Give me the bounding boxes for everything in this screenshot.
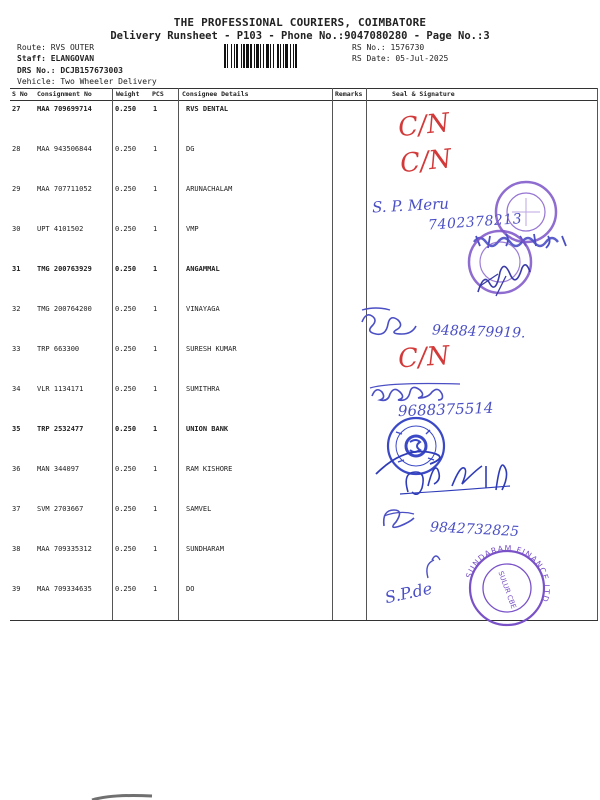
handwritten-signature: S.P.de	[383, 578, 434, 608]
column-header-seal: Seal & Signature	[392, 90, 455, 98]
row-consignment-no: MAN 344097	[37, 465, 80, 473]
seal-outer-text: SUNDARAM FINANCE LTD.	[464, 543, 552, 608]
row-weight: 0.250	[115, 185, 137, 193]
row-weight: 0.250	[115, 425, 137, 433]
row-consignment-no: SVM 2703667	[37, 505, 84, 513]
row-consignee: ANGAMMAL	[186, 265, 220, 273]
row-consignee: VINAYAGA	[186, 305, 220, 313]
column-header-sno: S No	[12, 90, 28, 98]
row-consignee: SUNDHARAM	[186, 545, 224, 553]
row-consignee: RVS DENTAL	[186, 105, 229, 113]
row-consignee: DO	[186, 585, 195, 593]
row-consignee: SURESH KUMAR	[186, 345, 237, 353]
row-sno: 35	[12, 425, 21, 433]
row-pcs: 1	[153, 145, 158, 153]
row-sno: 34	[12, 385, 21, 393]
row-consignment-no: VLR 1134171	[37, 385, 84, 393]
route-label: Route: RVS OUTER	[17, 43, 95, 52]
row-consignment-no: MAA 709334635	[37, 585, 92, 593]
row-sno: 27	[12, 105, 21, 113]
row-weight: 0.250	[115, 225, 137, 233]
bank-seal	[388, 418, 444, 474]
staff-label: Staff: ELANGOVAN	[17, 54, 95, 63]
row-pcs: 1	[153, 185, 158, 193]
row-sno: 32	[12, 305, 21, 313]
row-consignment-no: MAA 707711052	[37, 185, 92, 193]
vehicle-label: Vehicle: Two Wheeler Delivery	[17, 77, 157, 86]
row-consignment-no: MAA 943506844	[37, 145, 92, 153]
row-pcs: 1	[153, 225, 158, 233]
row-weight: 0.250	[115, 585, 137, 593]
company-title: THE PROFESSIONAL COURIERS, COIMBATORE	[173, 16, 427, 29]
column-header-weight: Weight	[116, 90, 140, 98]
handwritten-phone: 9842732825	[429, 519, 520, 541]
row-weight: 0.250	[115, 265, 137, 273]
row-weight: 0.250	[115, 305, 137, 313]
handwritten-phone: 7402378213	[427, 211, 523, 234]
rs-date: RS Date: 05-Jul-2025	[352, 54, 449, 63]
row-weight: 0.250	[115, 145, 137, 153]
cn-mark: C/N	[397, 340, 451, 375]
column-header-pcs: PCS	[152, 90, 164, 98]
row-weight: 0.250	[115, 545, 137, 553]
row-sno: 39	[12, 585, 21, 593]
row-consignment-no: MAA 709699714	[37, 105, 92, 113]
cn-mark: C/N	[396, 107, 452, 144]
row-consignee: SUMITHRA	[186, 385, 220, 393]
column-header-consignee: Consignee Details	[182, 90, 249, 98]
row-weight: 0.250	[115, 465, 137, 473]
row-sno: 37	[12, 505, 21, 513]
row-sno: 33	[12, 345, 21, 353]
row-sno: 31	[12, 265, 21, 273]
row-sno: 28	[12, 145, 21, 153]
column-header-remarks: Remarks	[335, 90, 363, 98]
row-consignment-no: MAA 709335312	[37, 545, 92, 553]
row-pcs: 1	[153, 425, 158, 433]
row-sno: 29	[12, 185, 21, 193]
row-weight: 0.250	[115, 105, 137, 113]
row-consignee: UNION BANK	[186, 425, 229, 433]
drs-number: DRS No.: DCJB157673003	[17, 66, 123, 75]
row-weight: 0.250	[115, 385, 137, 393]
row-weight: 0.250	[115, 345, 137, 353]
seal-inner-text: SULUR CBE	[496, 570, 518, 610]
rs-number: RS No.: 1576730	[352, 43, 425, 52]
row-sno: 38	[12, 545, 21, 553]
row-pcs: 1	[153, 465, 158, 473]
row-consignee: ARUNACHALAM	[186, 185, 233, 193]
row-pcs: 1	[153, 305, 158, 313]
cn-mark: C/N	[398, 143, 454, 180]
row-pcs: 1	[153, 345, 158, 353]
handwritten-phone: 9488479919.	[431, 322, 526, 342]
row-consignee: VMP	[186, 225, 199, 233]
row-pcs: 1	[153, 505, 158, 513]
row-weight: 0.250	[115, 505, 137, 513]
column-header-consignment: Consignment No	[37, 90, 92, 98]
runsheet-subtitle: Delivery Runsheet - P103 - Phone No.:9047080280 - Page No.:3	[110, 30, 490, 42]
row-pcs: 1	[153, 585, 158, 593]
row-pcs: 1	[153, 105, 158, 113]
sundaram-finance-seal	[464, 544, 551, 625]
row-consignment-no: TMG 200764200	[37, 305, 92, 313]
row-pcs: 1	[153, 265, 158, 273]
row-consignment-no: UPT 4101502	[37, 225, 84, 233]
row-consignee: RAM KISHORE	[186, 465, 233, 473]
row-consignee: SAMVEL	[186, 505, 212, 513]
row-consignee: DG	[186, 145, 195, 153]
row-sno: 30	[12, 225, 21, 233]
row-consignment-no: TMG 200763929	[37, 265, 92, 273]
row-pcs: 1	[153, 545, 158, 553]
row-consignment-no: TRP 663300	[37, 345, 80, 353]
row-pcs: 1	[153, 385, 158, 393]
row-sno: 36	[12, 465, 21, 473]
row-consignment-no: TRP 2532477	[37, 425, 84, 433]
handwritten-phone: 9688375514	[397, 398, 494, 421]
handwritten-signature: S. P. Meru	[371, 194, 450, 217]
